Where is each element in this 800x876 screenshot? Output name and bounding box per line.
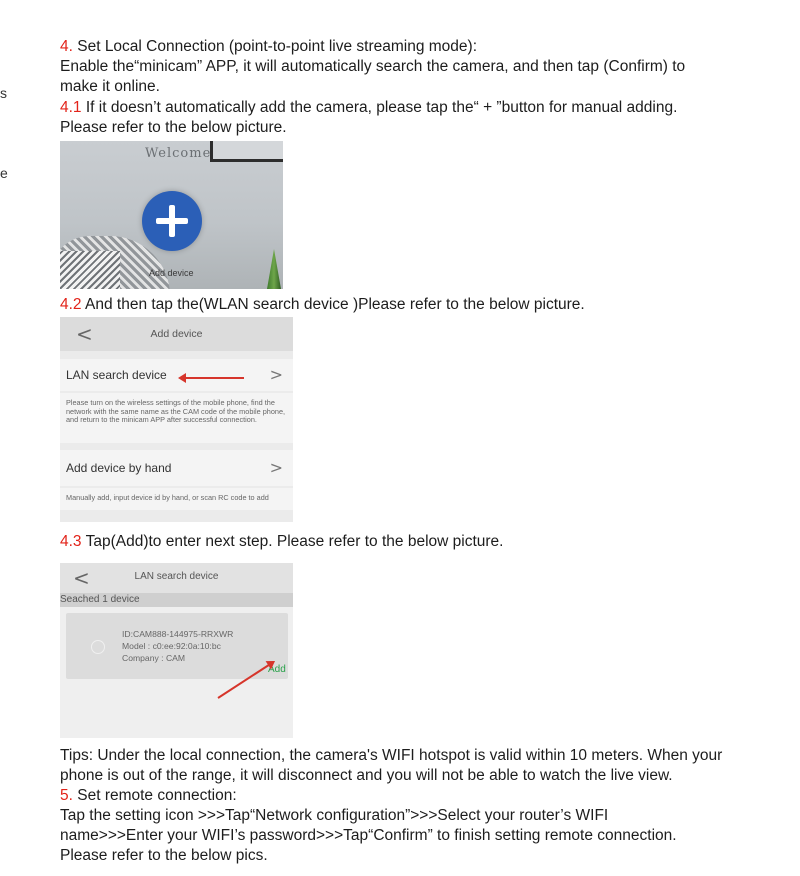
chevron-right-icon: >	[269, 365, 283, 384]
section-4-3-number: 4.3	[60, 533, 82, 550]
add-by-hand-row[interactable]	[60, 450, 293, 486]
section-4-1-number: 4.1	[60, 99, 82, 116]
picture-add-device-home	[60, 141, 283, 289]
tips-line-2: phone is out of the range, it will disconnect and you will not be able to watch the live view.	[60, 767, 673, 784]
back-chevron-icon[interactable]: <	[76, 322, 93, 346]
section-4-title: Set Local Connection (point-to-point live streaming mode):	[72, 38, 478, 55]
section-4-3-text: Tap(Add)to enter next step. Please refer to the below picture.	[81, 533, 504, 550]
red-arrow-icon	[184, 377, 244, 379]
section-5-heading	[60, 786, 237, 805]
lan-search-device-label: LAN search device	[66, 368, 167, 382]
searched-count: Seached 1 device	[60, 594, 140, 605]
section-4-3-line	[60, 532, 503, 551]
hand-description: Manually add, input device id by hand, or scan RC code to add	[66, 493, 269, 502]
device-circle-icon	[91, 640, 105, 654]
add-by-hand-label: Add device by hand	[66, 461, 172, 475]
header-bar	[60, 317, 293, 351]
margin-mark-1: s	[0, 85, 7, 101]
device-company: Company : CAM	[122, 653, 186, 663]
section-5-number: 5.	[60, 787, 73, 804]
section-4-number: 4.	[60, 38, 73, 55]
hand-description-box	[60, 488, 293, 510]
add-device-label: Add device	[149, 268, 194, 278]
device-card[interactable]	[66, 613, 288, 679]
back-chevron-icon[interactable]: <	[73, 566, 90, 590]
section-5-line-2: name>>>Enter your WIFI’s password>>>Tap“Confirm” to finish setting remote connection.	[60, 827, 677, 844]
section-4-2-text: And then tap the(WLAN search device )Please refer to the below picture.	[81, 296, 585, 313]
section-5-title: Set remote connection:	[72, 787, 237, 804]
section-4-line-2: make it online.	[60, 78, 160, 95]
plus-icon[interactable]	[142, 191, 202, 251]
margin-mark-2: e	[0, 165, 8, 181]
blanket-decoration	[60, 251, 120, 289]
welcome-text: Welcome	[145, 146, 212, 161]
wall-frame	[210, 141, 283, 162]
section-4-2-line	[60, 295, 585, 314]
section-4-1-text: If it doesn’t automatically add the camera, please tap the“ + ”button for manual adding.	[81, 99, 678, 116]
header-bar	[60, 563, 293, 593]
section-4-line-1: Enable the“minicam” APP, it will automatically search the camera, and then tap (Confirm) to	[60, 58, 686, 75]
section-4-1-line-2: Please refer to the below picture.	[60, 119, 287, 136]
chevron-right-icon: >	[269, 458, 283, 477]
lan-search-device-row[interactable]	[60, 359, 293, 391]
section-4-2-number: 4.2	[60, 296, 82, 313]
searched-bar	[60, 593, 293, 607]
device-id: ID:CAM888-144975-RRXWR	[122, 629, 234, 639]
screen-title: LAN search device	[134, 571, 219, 582]
picture-add-device-screen	[60, 317, 293, 522]
add-button[interactable]: Add	[268, 664, 286, 675]
device-model: Model : c0:ee:92:0a:10:bc	[122, 641, 221, 651]
plant-decoration	[267, 249, 281, 289]
section-4-1-line-1	[60, 98, 677, 117]
section-5-line-1: Tap the setting icon >>>Tap“Network configuration”>>>Select your router’s WIFI	[60, 807, 609, 824]
screen-title: Add device	[150, 328, 203, 340]
picture-lan-search-screen	[60, 563, 293, 738]
tips-line-1: Tips: Under the local connection, the camera's WIFI hotspot is valid within 10 meters. When your	[60, 747, 723, 764]
section-5-line-3: Please refer to the below pics.	[60, 847, 268, 864]
lan-description-box	[60, 393, 293, 443]
lan-description: Please turn on the wireless settings of the mobile phone, find the network with the same name as the CAM code of the mobile phone, and return to the minicam APP after successful connection.	[66, 398, 286, 425]
section-4-heading	[60, 37, 477, 56]
